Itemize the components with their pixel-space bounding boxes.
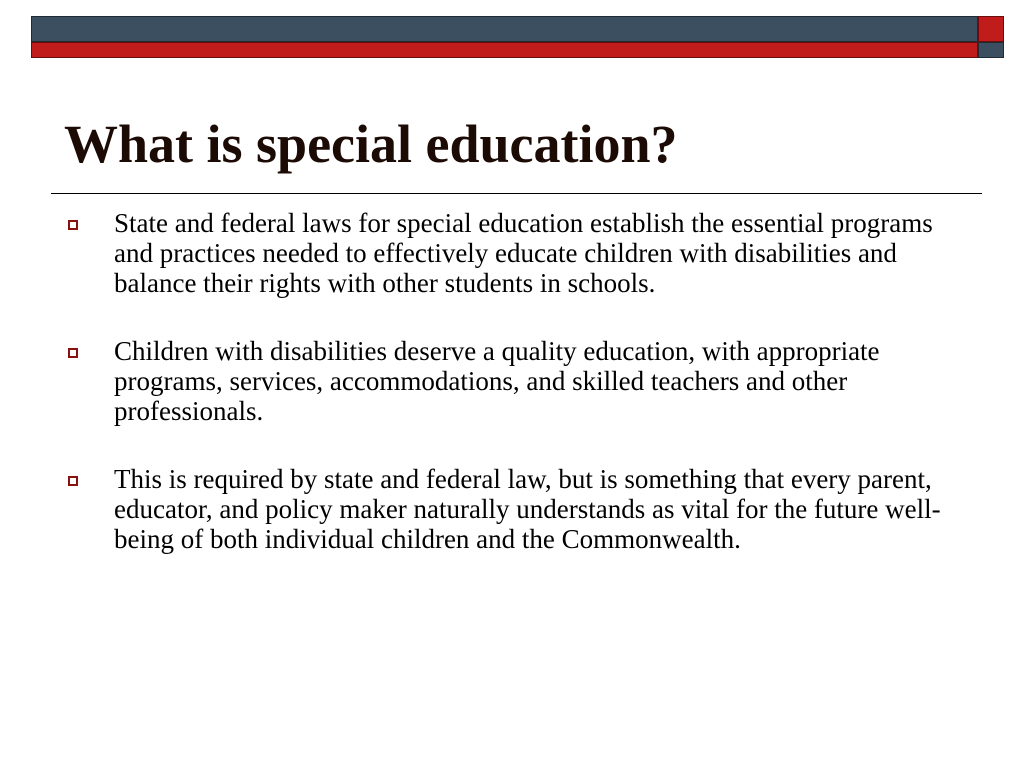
bullet-item — [0, 336, 964, 426]
bullet-list — [0, 208, 1024, 592]
header-band-dark — [31, 16, 978, 42]
title-divider — [51, 193, 982, 194]
header-corner-dark — [978, 42, 1004, 58]
hollow-square-bullet-icon — [68, 476, 78, 486]
bullet-item — [0, 464, 964, 554]
bullet-item — [0, 208, 964, 298]
bullet-text: State and federal laws for special education establish the essential programs and practices needed to effectively educate children with disabilities and balance their rights with other students in schools. — [114, 208, 933, 298]
bullet-text: This is required by state and federal law, but is something that every parent, educator, and policy maker naturally understands as vital for the future well-being of both individual children and the Commonwealth. — [114, 464, 941, 554]
hollow-square-bullet-icon — [68, 220, 78, 230]
bullet-text: Children with disabilities deserve a quality education, with appropriate programs, services, accommodations, and skilled teachers and other professionals. — [114, 336, 880, 426]
header-band-red — [31, 42, 978, 58]
header-corner-red — [978, 16, 1004, 42]
hollow-square-bullet-icon — [68, 348, 78, 358]
slide-title: What is special education? — [64, 114, 678, 174]
